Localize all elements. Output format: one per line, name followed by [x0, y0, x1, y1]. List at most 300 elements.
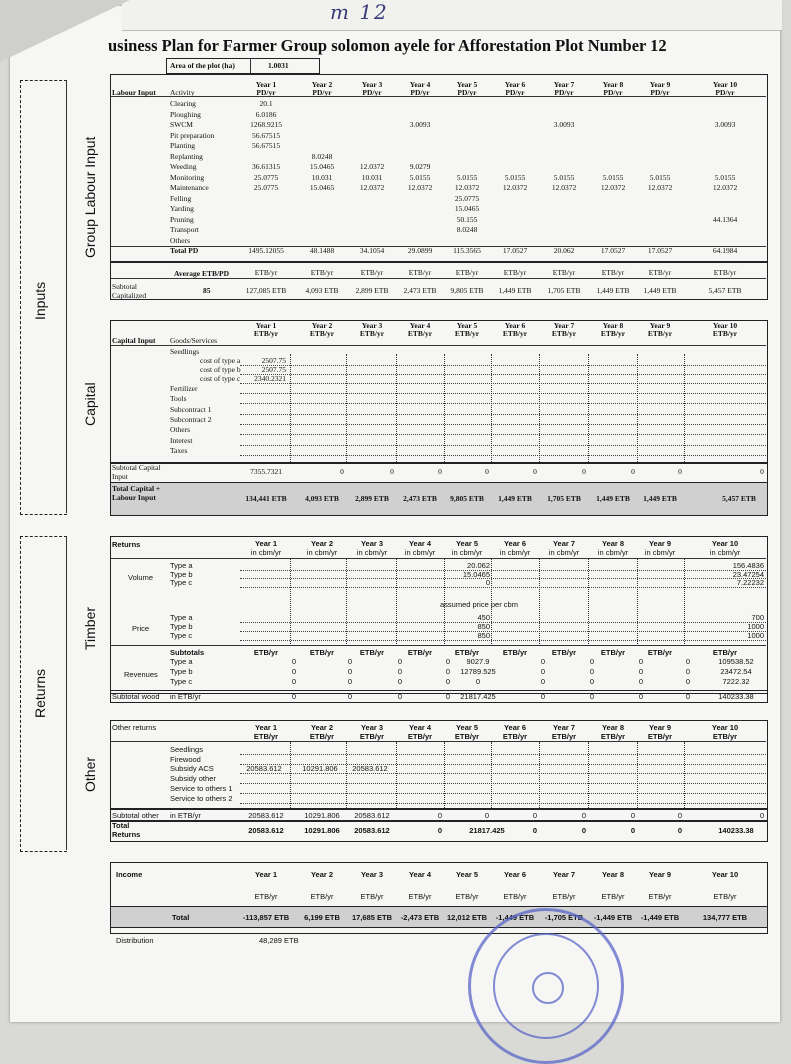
row-line [240, 383, 766, 384]
other-return-label: Seedlings [170, 745, 203, 754]
year-unit: ETB/yr [254, 892, 278, 901]
price-type-label: Type c [170, 631, 193, 640]
activity-label: Maintenance [170, 183, 209, 192]
year-unit: ETB/yr [359, 732, 385, 741]
year-header: Year 6 [503, 723, 527, 732]
income-label: Income [116, 870, 143, 879]
capital-subtotal-cell: 0 [533, 467, 537, 476]
revenue-cell: 0 [540, 677, 546, 686]
income-total-cell: -1,449 ETB [495, 913, 535, 922]
subtotal-wood-cell: 0 [397, 692, 403, 701]
revenue-cell: 0 [540, 667, 546, 676]
labour-cell: 115.3565 [453, 246, 481, 255]
revenue-cell: 0 [445, 677, 451, 686]
revenue-cell: 0 [638, 657, 644, 666]
year-header: Year 3 [360, 723, 384, 732]
revenues-label: Revenues [124, 670, 158, 679]
revenue-cell: 0 [291, 667, 297, 676]
year-header: Year 1 [254, 723, 278, 732]
year-header: Year 4 [409, 321, 431, 330]
column-line [346, 742, 347, 808]
labour-cell: 56.67515 [251, 141, 281, 150]
row-line [240, 754, 766, 755]
row-line [240, 365, 766, 366]
labour-cell: 8.0248 [456, 225, 478, 234]
labour-cell: 12.0372 [712, 183, 738, 192]
year-header: Year 1 [254, 870, 278, 879]
price-label: Price [132, 624, 150, 633]
year-header: Year 1 [255, 80, 277, 89]
total-input-label: Total Capital + Labour Input [112, 484, 161, 502]
etb-unit: ETB/yr [359, 648, 385, 657]
row-line [240, 783, 766, 784]
column-line [346, 558, 347, 644]
price-y10-cell: 1000 [747, 622, 764, 631]
row-line [240, 393, 766, 394]
seedling-cost-cell: 2507.75 [261, 356, 286, 365]
year-header: Year 5 [456, 321, 478, 330]
labour-cell: 20.062 [553, 246, 575, 255]
year-header: Year 7 [552, 870, 576, 879]
revenue-cell: 23472.54 [720, 667, 752, 676]
subtotal-other-cell: 20583.612 [248, 811, 284, 820]
row-line [240, 587, 766, 588]
avg-unit: ETB/yr [360, 268, 384, 277]
revenue-cell: 0 [589, 667, 595, 676]
revenue-cell: 0 [540, 657, 546, 666]
income-total-label: Total [172, 913, 190, 922]
labour-cell: 5.0155 [456, 172, 478, 182]
labour-cell: 15.0465 [454, 204, 480, 213]
year-header: Year 2 [310, 870, 334, 879]
revenue-cell: 0 [445, 667, 451, 676]
avg-unit: ETB/yr [408, 268, 432, 277]
column-line [588, 354, 589, 462]
year-unit: in cbm/yr [644, 548, 676, 557]
income-total-cell: -1,449 ETB [640, 913, 680, 922]
avg-unit: ETB/yr [455, 268, 479, 277]
column-line [290, 558, 291, 644]
year-header: Year 7 [553, 80, 575, 89]
row-line [240, 434, 766, 435]
year-header: Year 10 [712, 321, 738, 330]
labour-cell: 25.0775 [253, 183, 279, 192]
other-return-label: Subsidy other [170, 774, 216, 784]
stamp-emblem-icon [532, 972, 564, 1004]
year-header: Year 8 [602, 321, 624, 330]
volume-y5-cell: 15.0465 [462, 569, 490, 579]
revenue-cell: 0 [291, 657, 297, 666]
revenue-type-label: Type c [170, 677, 193, 686]
year-unit: ETB/yr [407, 329, 433, 338]
returns-label: Returns [32, 668, 48, 718]
labour-cell: 3.0093 [409, 120, 431, 129]
row-line [240, 424, 766, 425]
row-line [240, 793, 766, 794]
area-label: Area of the plot (ha) [170, 61, 235, 70]
capital-subtotal-cell: 0 [485, 467, 489, 476]
volume-y5-cell: 20.062 [467, 561, 490, 570]
column-line [396, 354, 397, 462]
distribution-value: 48,289 ETB [259, 936, 299, 945]
capital-item-label: Subcontract 2 [170, 414, 212, 424]
activity-label: Pit preparation [170, 130, 215, 140]
revenue-cell: 0 [589, 657, 595, 666]
labour-cell: 48.1488 [309, 246, 335, 255]
frame-rule [66, 80, 67, 513]
year-unit: ETB/yr [309, 732, 335, 741]
labour-cell: 12.0372 [502, 183, 528, 192]
row-line [240, 445, 766, 446]
other-return-cell: 20583.612 [352, 764, 388, 774]
income-total-cell: 134,777 ETB [702, 913, 748, 922]
year-unit: in cbm/yr [404, 548, 436, 557]
labour-cell: 9.0279 [409, 162, 431, 171]
capital-subtotal-label: Subtotal Capital Input [112, 463, 161, 481]
returns-header: Returns [112, 540, 141, 549]
labour-cell: 17.0527 [647, 246, 673, 255]
subtotal-other-cell: 0 [677, 811, 683, 820]
labour-cell: 17.0527 [600, 246, 626, 255]
revenue-cell: 109538.52 [718, 657, 754, 666]
year-header: Year 6 [503, 539, 527, 548]
year-unit: PD/yr [457, 88, 477, 97]
year-unit: PD/yr [554, 88, 574, 97]
area-value: 1.0031 [268, 61, 289, 70]
subtotal-other-cell: 0 [630, 811, 636, 820]
column-line [396, 742, 397, 808]
etb-unit: ETB/yr [253, 648, 279, 657]
activity-label: Planting [170, 141, 196, 150]
capital-item-label: Subcontract 1 [170, 404, 212, 414]
year-unit: ETB/yr [647, 732, 673, 741]
capital-subtotal-cell: 0 [582, 467, 586, 476]
capital-item-label: Tools [170, 394, 187, 404]
year-unit: ETB/yr [253, 732, 279, 741]
year-header: Year 8 [601, 539, 625, 548]
subtotal-capitalized-cell: 1,449 ETB [498, 286, 532, 295]
year-unit: in cbm/yr [597, 548, 629, 557]
row-line [240, 773, 766, 774]
paper-edge [122, 0, 782, 31]
capital-subtotal-cell: 0 [760, 467, 764, 476]
column-line [539, 354, 540, 462]
year-unit: in cbm/yr [306, 548, 338, 557]
labour-cell: 25.0775 [454, 193, 480, 203]
year-unit: ETB/yr [408, 892, 432, 901]
revenue-cell: 9027.9 [466, 657, 490, 666]
total-input-cell: 2,473 ETB [403, 494, 437, 503]
year-header: Year 2 [311, 321, 333, 330]
subtotal-capitalized-cell: 5,457 ETB [708, 286, 742, 295]
distribution-label: Distribution [116, 936, 154, 945]
subtotal-wood-unit: in ETB/yr [170, 692, 201, 701]
income-total-cell: 12,012 ETB [446, 913, 488, 922]
other-return-label: Firewood [170, 754, 201, 764]
timber-label: Timber [82, 606, 98, 650]
row-line [240, 374, 766, 375]
other-return-label: Service to others 2 [170, 793, 233, 803]
income-total-cell: -113,857 ETB [242, 913, 290, 922]
total-input-cell: 1,449 ETB [596, 494, 630, 503]
activity-label: Transport [170, 225, 199, 234]
year-unit: ETB/yr [454, 329, 480, 338]
revenue-type-label: Type b [170, 667, 193, 676]
volume-y10-cell: 23.47254 [732, 569, 764, 579]
year-unit: ETB/yr [712, 732, 738, 741]
seedling-type-label: cost of type a [200, 356, 241, 365]
labour-cell: 12.0372 [359, 162, 385, 171]
subtotal-other-cell: 0 [759, 811, 765, 820]
year-header: Year 3 [360, 539, 384, 548]
year-unit: ETB/yr [502, 329, 528, 338]
year-unit: ETB/yr [454, 732, 480, 741]
year-header: Year 3 [361, 321, 383, 330]
stamp-inner-ring [493, 933, 599, 1039]
row-line [240, 403, 766, 404]
subtotal-other-cell: 0 [437, 811, 443, 820]
avg-unit: ETB/yr [503, 268, 527, 277]
year-header: Year 5 [455, 539, 479, 548]
column-line [588, 742, 589, 808]
labour-cell: 5.0155 [649, 172, 671, 182]
volume-label: Volume [128, 573, 154, 582]
column-line [684, 558, 685, 644]
assumed-price-note: assumed price per cbm [440, 600, 518, 609]
year-unit: ETB/yr [253, 329, 279, 338]
revenue-cell: 0 [347, 657, 353, 666]
etb-unit: ETB/yr [712, 648, 738, 657]
total-returns-cell: 0 [437, 826, 443, 835]
capital-subtotal-cell: 7355.7321 [250, 467, 282, 476]
revenue-cell: 7222.32 [722, 677, 750, 686]
seedling-type-label: cost of type b [200, 365, 241, 374]
activity-label: Monitoring [170, 172, 205, 182]
subtotal-other-cell: 0 [484, 811, 490, 820]
average-value: 85 [203, 286, 211, 295]
subtotal-wood-cell: 0 [589, 692, 595, 701]
total-returns-cell: 21817.425 [469, 826, 505, 835]
official-stamp [468, 908, 624, 1064]
year-header: Year 6 [504, 321, 526, 330]
year-unit: ETB/yr [310, 892, 334, 901]
revenue-cell: 0 [685, 677, 691, 686]
activity-label: Replanting [170, 151, 203, 161]
year-unit: ETB/yr [407, 732, 433, 741]
volume-type-label: Type c [170, 578, 193, 587]
subtotal-other-cell: 0 [581, 811, 587, 820]
year-unit: in cbm/yr [250, 548, 282, 557]
subtotal-capitalized-cell: 2,899 ETB [355, 286, 389, 295]
year-header: Year 9 [648, 723, 672, 732]
year-header: Year 4 [408, 870, 432, 879]
labour-cell: 12.0372 [647, 183, 673, 192]
labour-header-label: Labour Input [112, 88, 156, 97]
capital-item-label: Fertilizer [170, 384, 198, 393]
handwritten-note: m 12 [330, 0, 389, 24]
year-header: Year 5 [455, 723, 479, 732]
year-header: Year 9 [648, 870, 672, 879]
activity-label: Pruning [170, 214, 194, 224]
year-unit: PD/yr [603, 88, 623, 97]
column-line [684, 742, 685, 808]
capital-label: Capital [82, 382, 98, 426]
subtotal-capitalized-cell: 4,093 ETB [305, 286, 339, 295]
year-header: Year 1 [254, 539, 278, 548]
total-input-cell: 9,805 ETB [450, 494, 484, 503]
income-total-cell: 6,199 ETB [304, 913, 340, 922]
total-input-cell: 5,457 ETB [722, 494, 756, 503]
year-header: Year 2 [310, 539, 334, 548]
frame-rule [66, 536, 67, 850]
column-line [491, 742, 492, 808]
subtotal-other-cell: 10291.806 [304, 811, 340, 820]
avg-unit: ETB/yr [648, 268, 672, 277]
subtotal-wood-box [110, 690, 768, 703]
year-unit: ETB/yr [647, 329, 673, 338]
page-title: usiness Plan for Farmer Group solomon ayele for Afforestation Plot Number 12 [108, 36, 667, 55]
year-header: Year 8 [601, 870, 625, 879]
subtotal-wood-cell: 0 [685, 692, 691, 701]
row-line [240, 570, 766, 571]
activity-label: SWCM [170, 120, 193, 129]
etb-unit: ETB/yr [309, 648, 335, 657]
year-unit: ETB/yr [502, 732, 528, 741]
year-header: Year 9 [648, 539, 672, 548]
avg-unit: ETB/yr [310, 268, 334, 277]
price-y10-cell: 1000 [747, 631, 764, 640]
price-y5-cell: 850 [477, 631, 490, 640]
total-input-cell: 1,705 ETB [547, 494, 581, 503]
capital-item-label: Interest [170, 435, 193, 445]
price-y5-cell: 850 [477, 622, 490, 631]
revenue-cell: 12789.525 [460, 667, 496, 676]
labour-cell: 8.0248 [311, 151, 333, 161]
labour-cell: 6.0186 [255, 109, 277, 119]
etb-unit: ETB/yr [551, 648, 577, 657]
column-line [491, 558, 492, 644]
year-header: Year 2 [311, 80, 333, 89]
year-unit: in cbm/yr [451, 548, 483, 557]
year-header: Year 1 [255, 321, 277, 330]
column-line [290, 742, 291, 808]
year-unit: in cbm/yr [356, 548, 388, 557]
year-unit: PD/yr [312, 88, 332, 97]
income-total-cell: -2,473 ETB [400, 913, 440, 922]
etb-unit: ETB/yr [502, 648, 528, 657]
year-unit: in cbm/yr [548, 548, 580, 557]
row-line [240, 631, 766, 632]
other-label: Other [82, 756, 98, 792]
activity-label: Total PD [170, 246, 199, 255]
subtotal-other-unit: in ETB/yr [170, 811, 201, 820]
capital-subtotal-cell: 0 [390, 467, 394, 476]
subtotal-capitalized-label: Subtotal Capitalized [112, 282, 147, 300]
activity-label: Clearing [170, 99, 196, 108]
timber-header-rule [110, 558, 766, 559]
subtotals-rule [110, 645, 766, 646]
year-header: Year 4 [408, 723, 432, 732]
year-header: Year 6 [504, 80, 526, 89]
labour-cell: 5.0155 [504, 172, 526, 182]
year-header: Year 3 [360, 870, 384, 879]
labour-cell: 36.61315 [251, 162, 281, 171]
seedling-cost-cell: 2507.75 [261, 365, 286, 374]
labour-cell: 5.0155 [553, 172, 575, 182]
column-line [637, 558, 638, 644]
column-line [637, 742, 638, 808]
labour-cell: 3.0093 [714, 120, 736, 129]
labour-cell: 15.0465 [309, 183, 335, 192]
subtotal-capitalized-cell: 1,705 ETB [547, 286, 581, 295]
total-input-cell: 1,449 ETB [643, 494, 677, 503]
revenue-cell: 0 [397, 667, 403, 676]
other-header-rule [110, 741, 766, 742]
total-returns-cell: 10291.806 [304, 826, 340, 835]
total-returns-cell: 0 [677, 826, 683, 835]
other-returns-header: Other returns [112, 723, 157, 732]
capital-subtotal-cell: 0 [340, 467, 344, 476]
total-returns-label: Total Returns [112, 821, 141, 839]
activity-label: Ploughing [170, 109, 201, 119]
row-line [240, 414, 766, 415]
subtotal-capitalized-cell: 1,449 ETB [596, 286, 630, 295]
subtotal-wood-label: Subtotal wood [112, 692, 160, 701]
year-unit: ETB/yr [359, 329, 385, 338]
column-line [491, 354, 492, 462]
capital-subtotal-cell: 0 [631, 467, 635, 476]
labour-cell: 12.0372 [551, 183, 577, 192]
subtotal-capitalized-cell: 9,805 ETB [450, 286, 484, 295]
price-type-label: Type a [170, 613, 193, 622]
year-header: Year 9 [649, 80, 671, 89]
row-line [240, 622, 766, 623]
total-input-cell: 134,441 ETB [245, 494, 287, 503]
year-header: Year 10 [711, 870, 739, 879]
year-header: Year 4 [408, 539, 432, 548]
labour-cell: 12.0372 [600, 183, 626, 192]
revenue-cell: 0 [291, 677, 297, 686]
subtotal-capitalized-cell: 2,473 ETB [403, 286, 437, 295]
subtotal-wood-cell: 21817.425 [460, 692, 496, 701]
year-header: Year 6 [503, 870, 527, 879]
volume-type-label: Type a [170, 561, 193, 570]
price-type-label: Type b [170, 622, 193, 631]
capital-subtotal-cell: 0 [438, 467, 442, 476]
subtotal-wood-cell: 0 [638, 692, 644, 701]
subtotal-wood-cell: 0 [347, 692, 353, 701]
year-unit: ETB/yr [600, 329, 626, 338]
avg-unit: ETB/yr [601, 268, 625, 277]
avg-unit: ETB/yr [713, 268, 737, 277]
etb-unit: ETB/yr [647, 648, 673, 657]
seedlings-label: Seedlings [170, 347, 200, 356]
year-unit: in cbm/yr [709, 548, 741, 557]
avg-unit: ETB/yr [254, 268, 278, 277]
labour-cell: 20.1 [259, 99, 273, 108]
subtotal-capitalized-cell: 1,449 ETB [643, 286, 677, 295]
year-unit: ETB/yr [360, 892, 384, 901]
revenue-cell: 0 [397, 657, 403, 666]
year-unit: PD/yr [505, 88, 525, 97]
labour-cell: 5.0155 [409, 172, 431, 182]
row-line [240, 803, 766, 804]
capital-item-label: Others [170, 425, 190, 435]
seedling-cost-cell: 2340.2321 [254, 374, 286, 383]
column-line [444, 742, 445, 808]
total-returns-cell: 0 [630, 826, 636, 835]
year-header: Year 5 [455, 870, 479, 879]
